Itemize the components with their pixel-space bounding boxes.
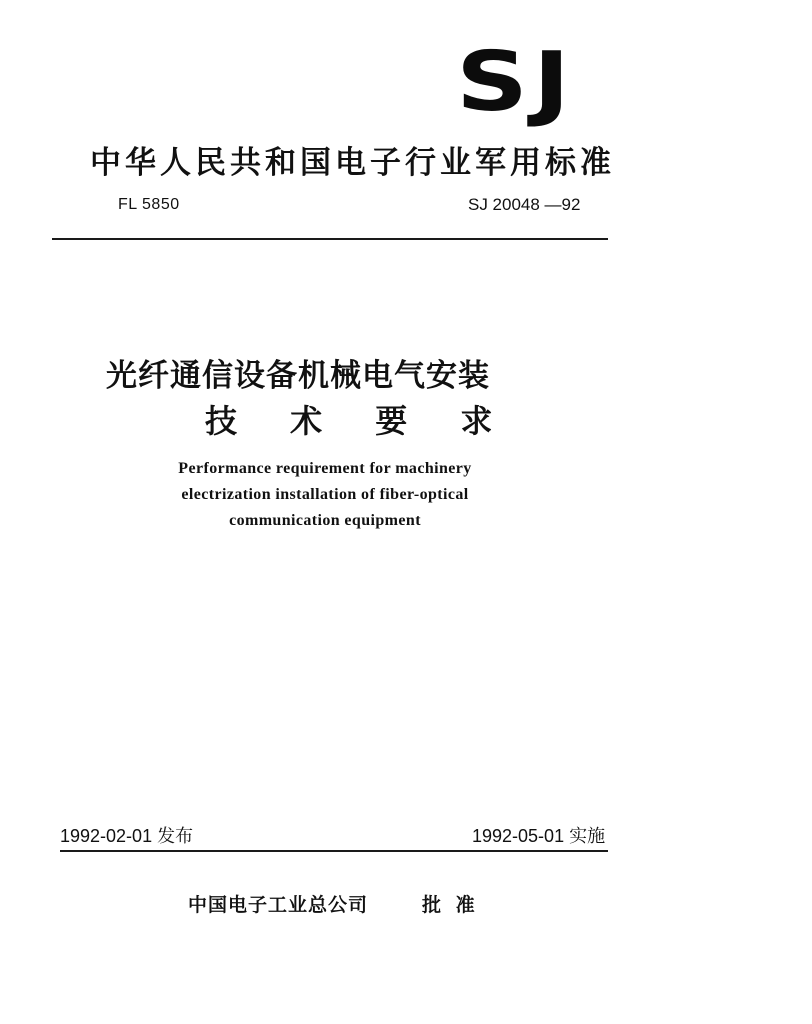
approving-body: 中国电子工业总公司 bbox=[188, 894, 369, 916]
sj-logo: SJ bbox=[456, 35, 576, 130]
classification-code: FL 5850 bbox=[118, 196, 180, 213]
implementation-date: 1992-05-01 实施 bbox=[472, 826, 606, 846]
issue-date: 1992-02-01 发布 bbox=[60, 826, 194, 846]
chinese-title-line-2: 技 术 要 求 bbox=[205, 402, 514, 440]
top-divider bbox=[52, 238, 608, 240]
english-title-line-3: communication equipment bbox=[229, 512, 421, 529]
bottom-divider bbox=[60, 850, 608, 852]
chinese-title-line-1: 光纤通信设备机械电气安装 bbox=[106, 358, 490, 394]
english-title bbox=[140, 456, 510, 534]
standard-code: SJ 20048 —92 bbox=[468, 195, 581, 214]
approval-label: 批 准 bbox=[422, 894, 479, 916]
english-title-line-1: Performance requirement for machinery bbox=[178, 460, 472, 477]
standard-category-name: 中华人民共和国电子行业军用标准 bbox=[90, 145, 615, 181]
english-title-line-2: electrization installation of fiber-optical bbox=[181, 486, 469, 503]
